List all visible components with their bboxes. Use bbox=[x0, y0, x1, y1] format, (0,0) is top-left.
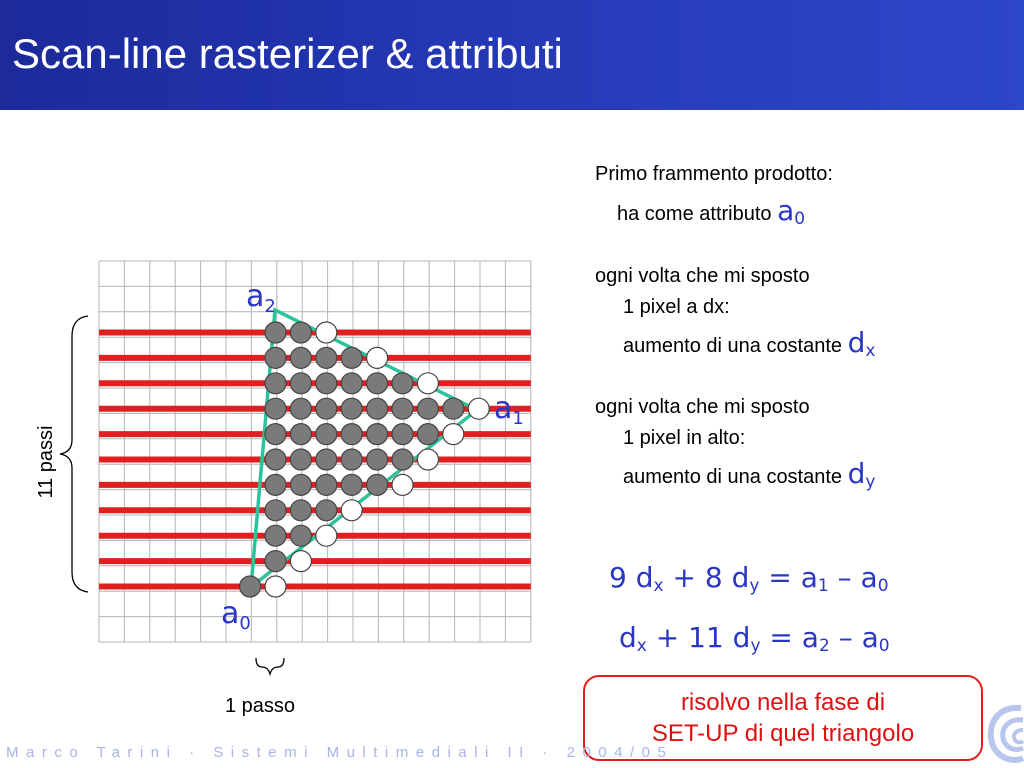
filled-pixel bbox=[392, 398, 413, 419]
triangle-outline bbox=[251, 310, 477, 587]
empty-pixel bbox=[265, 576, 286, 597]
filled-pixel bbox=[316, 347, 337, 368]
filled-pixel bbox=[392, 373, 413, 394]
filled-pixel bbox=[341, 373, 362, 394]
filled-pixel bbox=[341, 347, 362, 368]
filled-pixel bbox=[290, 525, 311, 546]
filled-pixel bbox=[367, 474, 388, 495]
filled-pixel bbox=[265, 398, 286, 419]
filled-pixel bbox=[265, 322, 286, 343]
scanlines bbox=[99, 333, 531, 587]
filled-pixel bbox=[290, 500, 311, 521]
note-dy-line2: 1 pixel in alto: bbox=[623, 427, 746, 449]
note-text: aumento di una costante bbox=[623, 335, 843, 357]
note-text: aumento di una costante bbox=[623, 466, 843, 488]
filled-pixel bbox=[341, 398, 362, 419]
filled-pixel bbox=[316, 449, 337, 470]
filled-pixel bbox=[367, 373, 388, 394]
filled-pixel bbox=[265, 551, 286, 572]
filled-pixel bbox=[367, 449, 388, 470]
empty-pixel bbox=[367, 347, 388, 368]
note-text: ha come attributo bbox=[617, 203, 772, 225]
filled-pixel bbox=[265, 449, 286, 470]
note-first-fragment-title: Primo frammento prodotto: bbox=[595, 163, 833, 185]
callout-line2: SET-UP di quel triangolo bbox=[651, 720, 915, 747]
empty-pixel bbox=[392, 474, 413, 495]
filled-pixel bbox=[417, 424, 438, 445]
empty-pixel bbox=[316, 525, 337, 546]
equation-2: $d_x + 11$ $d_y = a_2 - a_0$ bbox=[619, 621, 890, 656]
empty-pixel bbox=[290, 551, 311, 572]
empty-pixel bbox=[468, 398, 489, 419]
filled-pixel bbox=[341, 449, 362, 470]
filled-pixel bbox=[265, 347, 286, 368]
filled-pixel bbox=[290, 449, 311, 470]
step-brace bbox=[256, 658, 284, 674]
filled-pixel bbox=[316, 398, 337, 419]
symbol-dy: $d_y$ bbox=[847, 457, 876, 492]
note-dy-line1: ogni volta che mi sposto bbox=[595, 396, 810, 418]
note-dx-line2: 1 pixel a dx: bbox=[623, 296, 730, 318]
step-label: 1 passo bbox=[224, 695, 296, 717]
filled-pixel bbox=[316, 500, 337, 521]
filled-pixel bbox=[265, 424, 286, 445]
filled-pixel bbox=[265, 373, 286, 394]
note-dx-line1: ogni volta che mi sposto bbox=[595, 265, 810, 287]
slide-title: Scan-line rasterizer & attributi bbox=[12, 30, 563, 77]
empty-pixel bbox=[417, 373, 438, 394]
filled-pixel bbox=[367, 398, 388, 419]
callout-line1: risolvo nella fase di bbox=[680, 689, 886, 716]
filled-pixel bbox=[341, 474, 362, 495]
filled-pixel bbox=[265, 500, 286, 521]
filled-pixel bbox=[316, 424, 337, 445]
filled-pixel bbox=[443, 398, 464, 419]
steps-brace bbox=[60, 316, 88, 592]
filled-pixel bbox=[341, 424, 362, 445]
note-dy-line3 bbox=[623, 457, 875, 492]
filled-pixel bbox=[417, 398, 438, 419]
filled-pixel bbox=[290, 347, 311, 368]
symbol-a0: $a_0$ bbox=[777, 194, 806, 229]
filled-pixel bbox=[240, 576, 261, 597]
filled-pixel bbox=[392, 449, 413, 470]
equation-1: 9 $d_x + 8$ $d_y = a_1 - a_0$ bbox=[609, 561, 889, 596]
empty-pixel bbox=[417, 449, 438, 470]
vertex-label-a2: $a_2$ bbox=[246, 279, 276, 317]
vertex-label-a0: $a_0$ bbox=[221, 596, 251, 634]
filled-pixel bbox=[290, 424, 311, 445]
filled-pixel bbox=[265, 474, 286, 495]
filled-pixel bbox=[392, 424, 413, 445]
filled-pixel bbox=[290, 474, 311, 495]
filled-pixel bbox=[316, 373, 337, 394]
filled-pixel bbox=[290, 373, 311, 394]
empty-pixel bbox=[443, 424, 464, 445]
empty-pixel bbox=[341, 500, 362, 521]
spiral-logo-icon bbox=[985, 700, 1024, 768]
steps-label: 11 passi bbox=[35, 425, 57, 499]
empty-pixel bbox=[316, 322, 337, 343]
filled-pixel bbox=[265, 525, 286, 546]
footer-credit: Marco Tarini · Sistemi Multimediali II · 2004/05 bbox=[6, 744, 674, 761]
vertex-label-a1: $a_1$ bbox=[494, 391, 524, 429]
filled-pixel bbox=[367, 424, 388, 445]
note-first-fragment-body bbox=[617, 194, 805, 229]
symbol-dx: $d_x$ bbox=[847, 326, 876, 361]
filled-pixel bbox=[316, 474, 337, 495]
filled-pixel bbox=[290, 322, 311, 343]
filled-pixel bbox=[290, 398, 311, 419]
note-dx-line3 bbox=[623, 326, 875, 361]
